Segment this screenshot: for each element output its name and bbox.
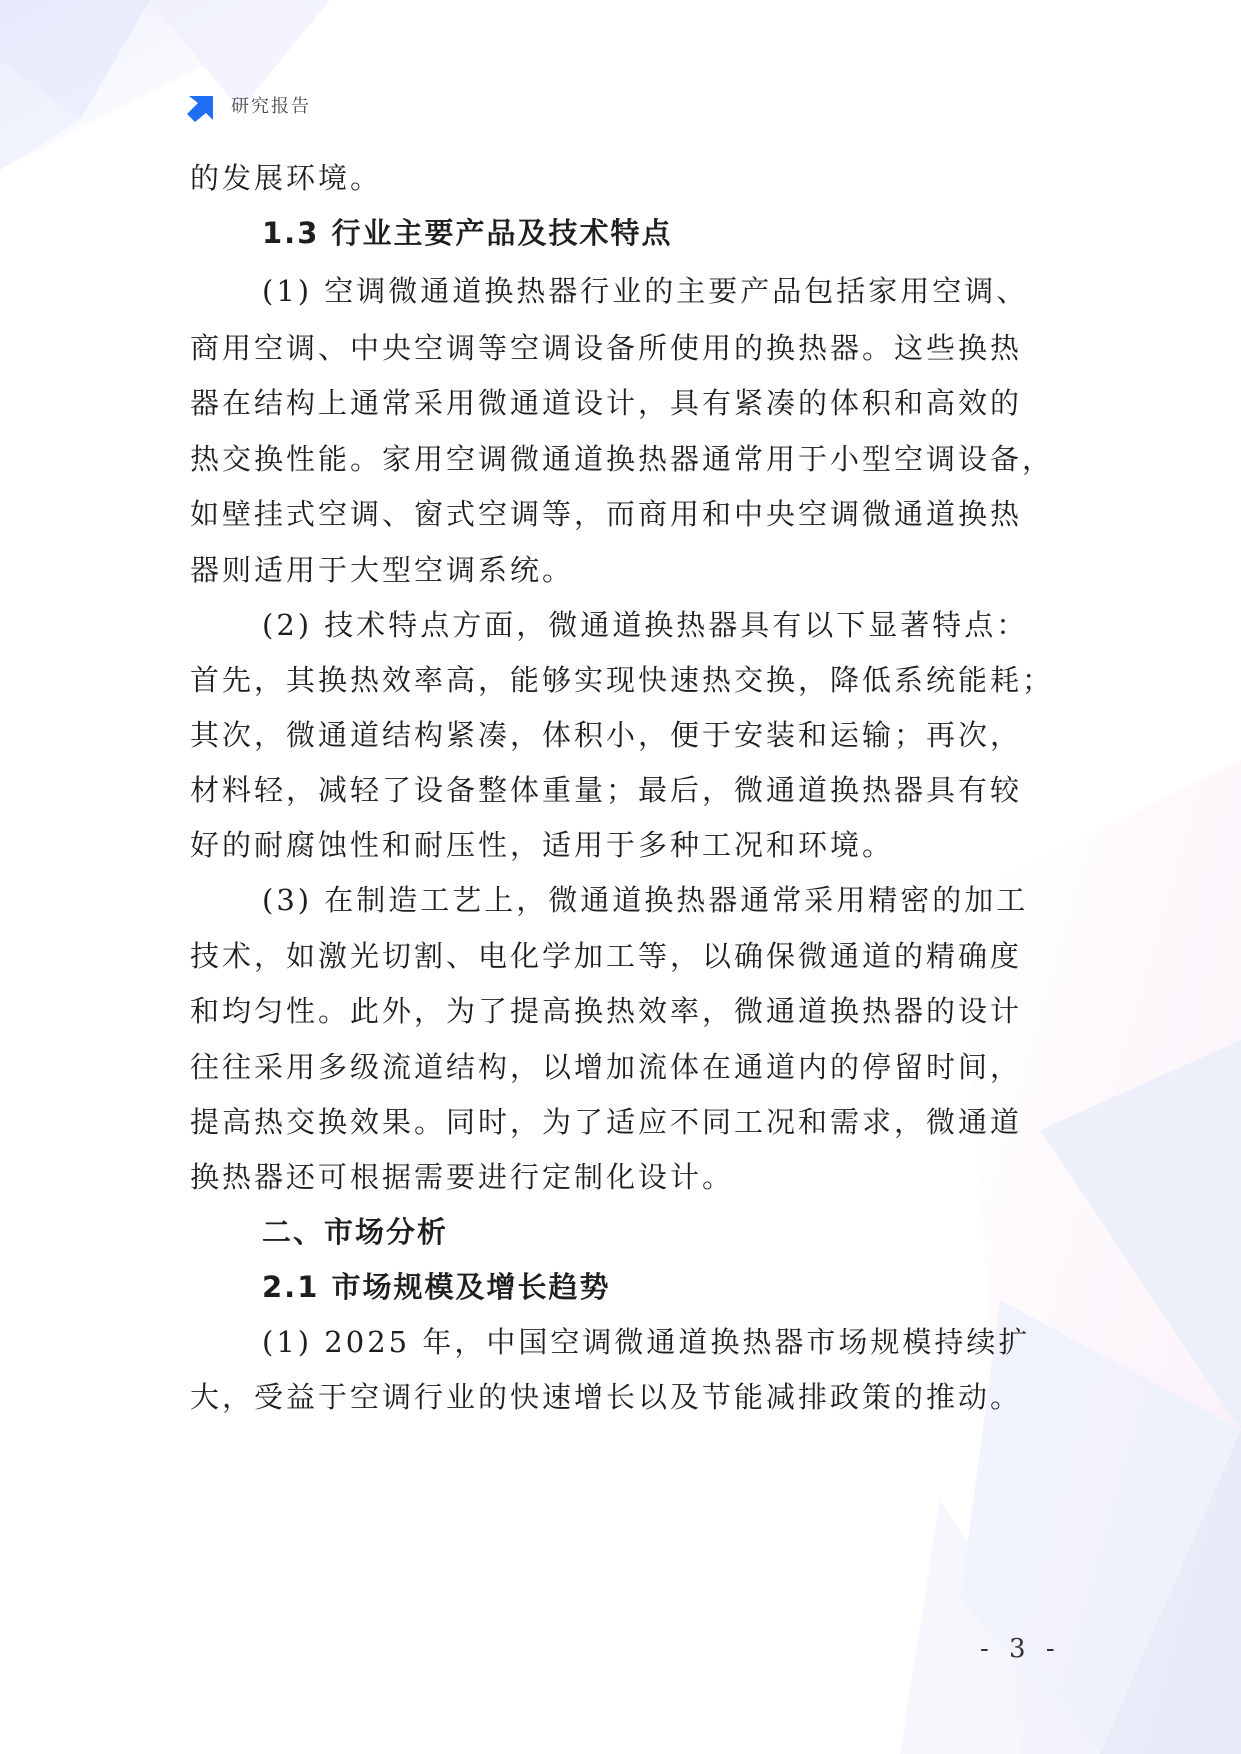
paragraph-line: 首先，其换热效率高，能够实现快速热交换，降低系统能耗； xyxy=(190,663,1055,697)
paragraph-line: (2) 技术特点方面，微通道换热器具有以下显著特点： xyxy=(262,608,1029,642)
paragraph-line: 提高热交换效果。同时，为了适应不同工况和需求，微通道 xyxy=(190,1105,1023,1139)
paragraph-line: 往往采用多级流道结构，以增加流体在通道内的停留时间， xyxy=(190,1050,1023,1084)
paragraph-line: 和均匀性。此外，为了提高换热效率，微通道换热器的设计 xyxy=(190,994,1023,1028)
arrow-up-right-logo-icon xyxy=(187,88,221,122)
paragraph-line: 如壁挂式空调、窗式空调等，而商用和中央空调微通道换热 xyxy=(190,497,1023,531)
report-header xyxy=(187,88,311,122)
section-heading-1-3: 1.3 行业主要产品及技术特点 xyxy=(262,216,673,250)
paragraph-line: 器在结构上通常采用微通道设计，具有紧凑的体积和高效的 xyxy=(190,386,1023,420)
paragraph-line: 大，受益于空调行业的快速增长以及节能减排政策的推动。 xyxy=(190,1380,1023,1414)
paragraph-line: 热交换性能。家用空调微通道换热器通常用于小型空调设备， xyxy=(190,442,1055,476)
text-line: 的发展环境。 xyxy=(190,161,383,195)
paragraph-line: 技术，如激光切割、电化学加工等，以确保微通道的精确度 xyxy=(190,939,1023,973)
paragraph-line: 换热器还可根据需要进行定制化设计。 xyxy=(190,1160,735,1194)
page-number: - 3 - xyxy=(980,1634,1061,1664)
paragraph-line: (1) 2025 年，中国空调微通道换热器市场规模持续扩 xyxy=(262,1325,1031,1359)
header-title: 研究报告 xyxy=(231,96,311,117)
paragraph-line: 其次，微通道结构紧凑，体积小，便于安装和运输；再次， xyxy=(190,718,1023,752)
paragraph-line: (3) 在制造工艺上，微通道换热器通常采用精密的加工 xyxy=(262,883,1029,917)
paragraph-line: 好的耐腐蚀性和耐压性，适用于多种工况和环境。 xyxy=(190,828,895,862)
paragraph-line: 商用空调、中央空调等空调设备所使用的换热器。这些换热 xyxy=(190,331,1023,365)
section-heading-2-1: 2.1 市场规模及增长趋势 xyxy=(262,1270,611,1304)
paragraph-line: (1) 空调微通道换热器行业的主要产品包括家用空调、 xyxy=(262,274,1029,308)
paragraph-line: 材料轻，减轻了设备整体重量；最后，微通道换热器具有较 xyxy=(190,773,1023,807)
paragraph-line: 器则适用于大型空调系统。 xyxy=(190,553,575,587)
section-heading-2: 二、市场分析 xyxy=(262,1215,449,1249)
